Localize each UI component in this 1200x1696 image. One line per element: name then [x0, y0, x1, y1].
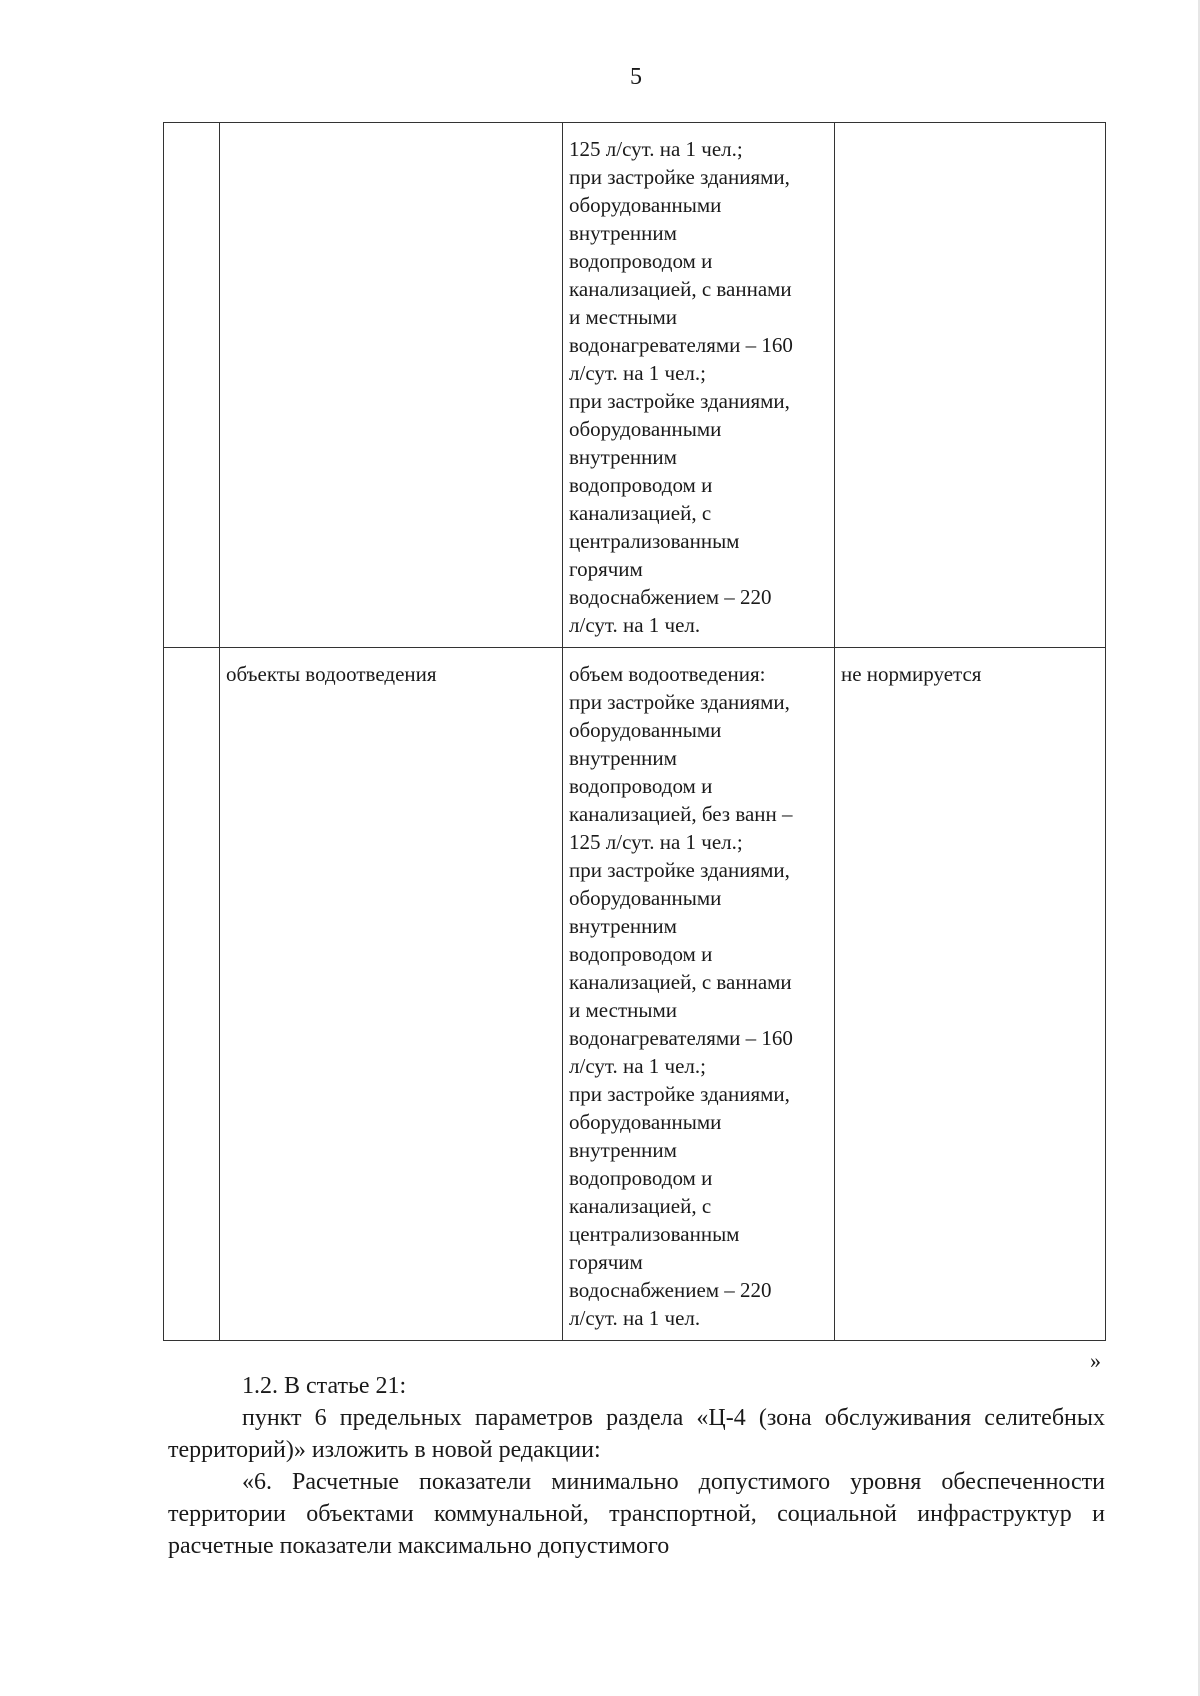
cell-line: водопроводом и	[569, 1166, 713, 1190]
table-cell-indicator	[563, 648, 835, 1341]
norms-table	[163, 122, 1106, 1341]
cell-line: объем водоотведения:	[569, 662, 766, 686]
cell-line: канализацией, с	[569, 1194, 712, 1218]
cell-line: и местными	[569, 305, 677, 329]
table-cell-object: объекты водоотведения	[220, 648, 563, 1341]
cell-line: канализацией, с ваннами	[569, 970, 792, 994]
cell-line: при застройке зданиями,	[569, 389, 790, 413]
cell-line: горячим	[569, 557, 643, 581]
cell-line: при застройке зданиями,	[569, 1082, 790, 1106]
cell-line: оборудованными	[569, 1110, 722, 1134]
cell-line: водопроводом и	[569, 473, 713, 497]
cell-line: при застройке зданиями,	[569, 858, 790, 882]
cell-line: централизованным	[569, 1222, 740, 1246]
cell-line: при застройке зданиями,	[569, 165, 790, 189]
table-cell-index	[164, 648, 220, 1341]
cell-line: л/сут. на 1 чел.	[569, 613, 701, 637]
cell-line: оборудованными	[569, 718, 722, 742]
cell-line: канализацией, с	[569, 501, 712, 525]
closing-quote: »	[1090, 1348, 1101, 1373]
body-text	[168, 1370, 1105, 1562]
cell-line: канализацией, без ванн –	[569, 802, 793, 826]
cell-line: горячим	[569, 1250, 643, 1274]
table-cell-object	[220, 123, 563, 648]
cell-line: внутренним	[569, 221, 677, 245]
cell-line: водопроводом и	[569, 942, 713, 966]
table-row	[164, 123, 1106, 648]
cell-line: водопроводом и	[569, 249, 713, 273]
cell-line: водонагревателями – 160	[569, 1026, 793, 1050]
paragraph-instruction: пункт 6 предельных параметров раздела «Ц-4 (зона обслуживания селитебных территорий)» изложить в новой редакции:	[168, 1405, 1105, 1463]
cell-line: л/сут. на 1 чел.;	[569, 361, 706, 385]
paragraph-quoted: «6. Расчетные показатели минимально допустимого уровня обеспеченности территории объектами коммунальной, транспортной, социальной инфраструктур и расчетные показатели максимально допустимого	[168, 1469, 1105, 1559]
cell-line: водоснабжением – 220	[569, 585, 772, 609]
cell-line: внутренним	[569, 1138, 677, 1162]
cell-line: водопроводом и	[569, 774, 713, 798]
cell-line: при застройке зданиями,	[569, 690, 790, 714]
cell-line: водонагревателями – 160	[569, 333, 793, 357]
table-row	[164, 648, 1106, 1341]
paragraph-article: 1.2. В статье 21:	[242, 1373, 407, 1399]
cell-line: оборудованными	[569, 886, 722, 910]
cell-line: водоснабжением – 220	[569, 1278, 772, 1302]
table-cell-limit	[835, 123, 1106, 648]
cell-line: 125 л/сут. на 1 чел.;	[569, 830, 743, 854]
table-cell-index	[164, 123, 220, 648]
cell-line: и местными	[569, 998, 677, 1022]
cell-line: 125 л/сут. на 1 чел.;	[569, 137, 743, 161]
page-number: 5	[630, 64, 642, 90]
table-cell-limit: не нормируется	[835, 648, 1106, 1341]
table-cell-indicator	[563, 123, 835, 648]
cell-line: оборудованными	[569, 193, 722, 217]
cell-line: оборудованными	[569, 417, 722, 441]
cell-line: централизованным	[569, 529, 740, 553]
cell-line: внутренним	[569, 445, 677, 469]
cell-line: канализацией, с ваннами	[569, 277, 792, 301]
cell-line: л/сут. на 1 чел.	[569, 1306, 701, 1330]
cell-line: внутренним	[569, 914, 677, 938]
cell-line: л/сут. на 1 чел.;	[569, 1054, 706, 1078]
cell-line: внутренним	[569, 746, 677, 770]
